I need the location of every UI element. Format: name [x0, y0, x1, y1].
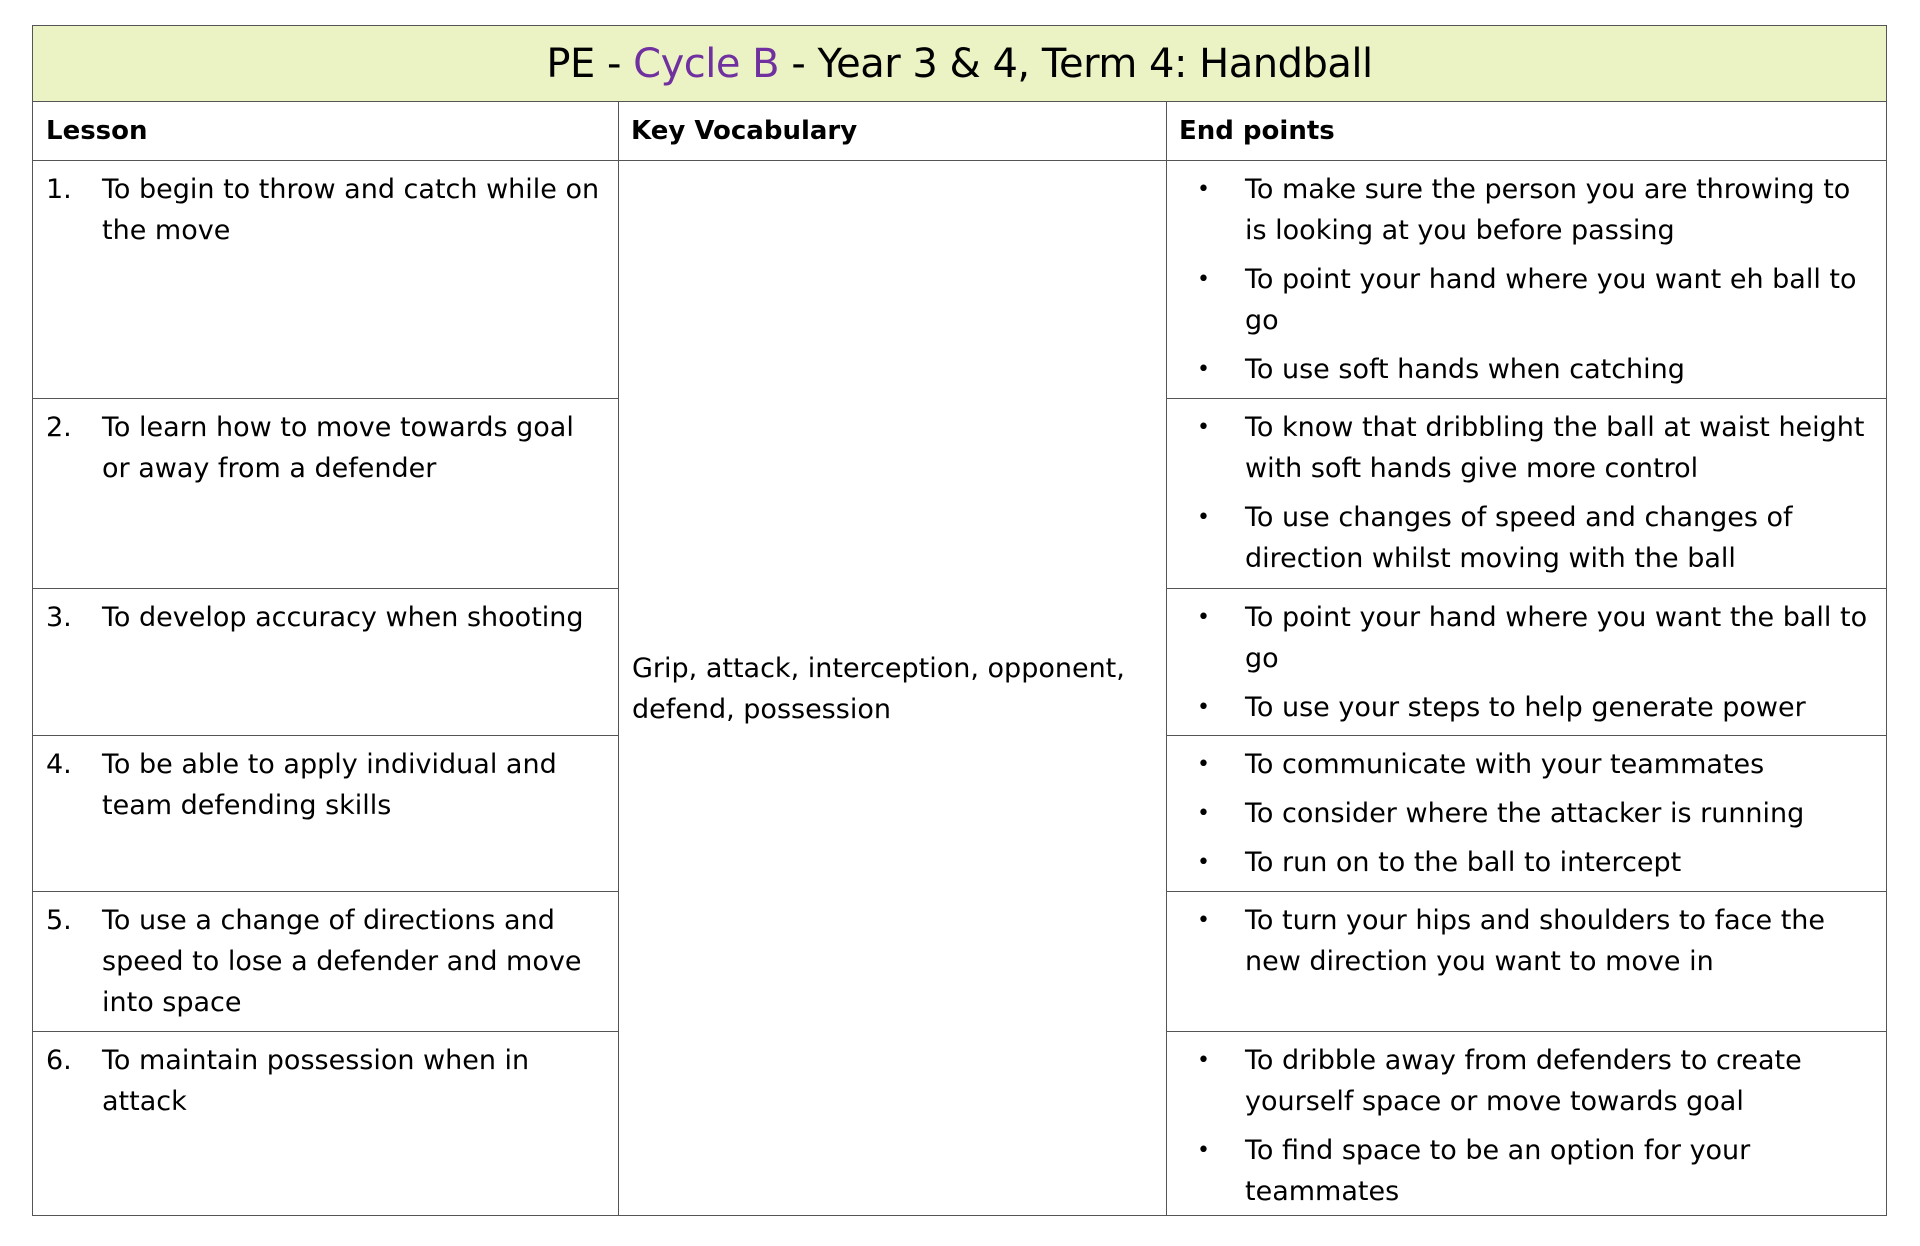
bullet-icon: •: [1197, 177, 1210, 202]
end-point-item: [1167, 169, 1886, 251]
bullet-icon: •: [1197, 908, 1210, 933]
end-points-row-1: [1167, 161, 1886, 398]
column-header-vocabulary: Key Vocabulary: [618, 102, 1166, 161]
title-cycle: Cycle B: [633, 40, 780, 87]
end-points-row-6: [1167, 1032, 1886, 1216]
lesson-row-3: [33, 589, 618, 735]
curriculum-table: [32, 25, 1887, 1216]
end-point-item: [1167, 1040, 1886, 1122]
bullet-icon: •: [1197, 357, 1210, 382]
lesson-number: 2.: [46, 412, 72, 443]
column-header-lesson: Lesson: [33, 102, 618, 161]
end-point-item: [1167, 259, 1886, 341]
end-point-text: To make sure the person you are throwing to is looking at you before passing: [1245, 174, 1851, 246]
lesson-row-5: [33, 892, 618, 1031]
lesson-row-6: [33, 1032, 618, 1216]
lesson-objective: To be able to apply individual and team defending skills: [102, 749, 557, 821]
lesson-objective: To begin to throw and catch while on the move: [102, 174, 600, 246]
end-point-item: [1167, 842, 1886, 883]
end-point-text: To use changes of speed and changes of direction whilst moving with the ball: [1245, 502, 1793, 574]
end-points-row-2: [1167, 399, 1886, 588]
end-points-row-4: [1167, 736, 1886, 891]
end-point-item: [1167, 687, 1886, 728]
bullet-icon: •: [1197, 415, 1210, 440]
title-suffix: - Year 3 & 4, Term 4: Handball: [779, 40, 1373, 87]
bullet-icon: •: [1197, 695, 1210, 720]
lesson-number: 1.: [46, 174, 72, 205]
end-point-text: To know that dribbling the ball at waist height with soft hands give more control: [1245, 412, 1865, 484]
end-point-text: To use your steps to help generate power: [1245, 692, 1806, 723]
end-point-item: [1167, 497, 1886, 579]
lesson-number: 5.: [46, 905, 72, 936]
lesson-row-2: [33, 399, 618, 588]
column-header-end-points: End points: [1166, 102, 1886, 161]
bullet-icon: •: [1197, 1048, 1210, 1073]
bullet-icon: •: [1197, 752, 1210, 777]
end-point-text: To find space to be an option for your teammates: [1245, 1135, 1751, 1207]
end-point-text: To point your hand where you want the ball to go: [1245, 602, 1868, 674]
lesson-row-4: [33, 736, 618, 891]
bullet-icon: •: [1197, 801, 1210, 826]
lesson-objective: To develop accuracy when shooting: [102, 602, 584, 633]
lesson-objective: To use a change of directions and speed to lose a defender and move into space: [102, 905, 582, 1018]
end-point-item: [1167, 793, 1886, 834]
end-point-text: To turn your hips and shoulders to face the new direction you want to move in: [1245, 905, 1825, 977]
end-point-item: [1167, 407, 1886, 489]
end-point-item: [1167, 744, 1886, 785]
end-point-item: [1167, 1130, 1886, 1212]
end-point-text: To run on to the ball to intercept: [1245, 847, 1682, 878]
lesson-number: 4.: [46, 749, 72, 780]
bullet-icon: •: [1197, 505, 1210, 530]
end-point-item: [1167, 597, 1886, 679]
end-point-item: [1167, 900, 1886, 982]
bullet-icon: •: [1197, 267, 1210, 292]
end-point-text: To point your hand where you want eh ball to go: [1245, 264, 1857, 336]
end-point-item: [1167, 349, 1886, 390]
page-title: [33, 26, 1886, 102]
key-vocabulary-text: Grip, attack, interception, opponent, defend, possession: [632, 652, 1125, 725]
end-point-text: To consider where the attacker is running: [1245, 798, 1805, 829]
end-point-text: To communicate with your teammates: [1245, 749, 1765, 780]
bullet-icon: •: [1197, 1138, 1210, 1163]
lesson-objective: To maintain possession when in attack: [102, 1045, 530, 1117]
lesson-number: 6.: [46, 1045, 72, 1076]
bullet-icon: •: [1197, 605, 1210, 630]
end-points-row-3: [1167, 589, 1886, 735]
end-point-text: To dribble away from defenders to create yourself space or move towards goal: [1245, 1045, 1802, 1117]
end-points-row-5: [1167, 892, 1886, 1031]
end-point-text: To use soft hands when catching: [1245, 354, 1685, 385]
key-vocabulary-cell: [619, 161, 1166, 1216]
lesson-objective: To learn how to move towards goal or away from a defender: [102, 412, 574, 484]
lesson-row-1: [33, 161, 618, 398]
title-prefix: PE -: [546, 40, 634, 87]
lesson-number: 3.: [46, 602, 72, 633]
bullet-icon: •: [1197, 850, 1210, 875]
